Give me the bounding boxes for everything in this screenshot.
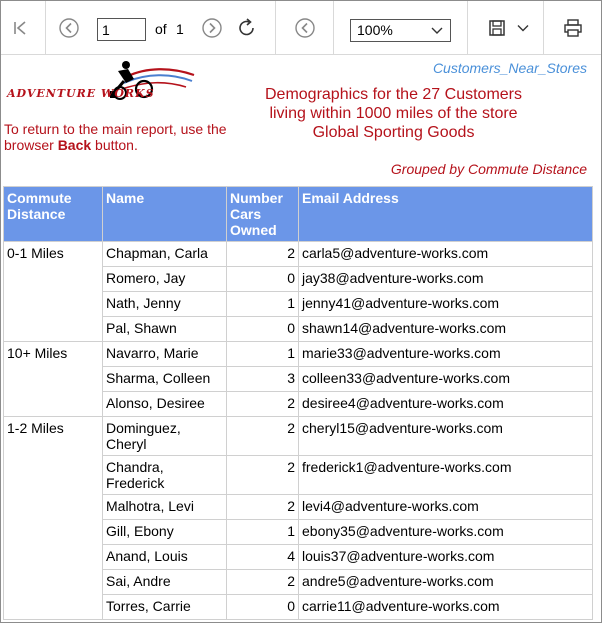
column-header-name[interactable]: Name	[103, 187, 227, 242]
name-cell: Dominguez, Cheryl	[103, 417, 227, 456]
return-text-before: To return to the main report, use the browser	[4, 121, 227, 153]
cars-owned-cell: 1	[227, 292, 299, 317]
group-label: 0-1 Miles	[4, 242, 103, 342]
cars-owned-cell: 2	[227, 570, 299, 595]
table-header-row	[4, 187, 593, 242]
next-page-icon	[201, 17, 223, 39]
chevron-down-icon	[516, 21, 530, 35]
email-cell: shawn14@adventure-works.com	[299, 317, 593, 342]
name-cell: Navarro, Marie	[103, 342, 227, 367]
logo-text: ADVENTURE WORKS	[7, 87, 155, 100]
first-page-button[interactable]	[9, 16, 33, 40]
group-label: 1-2 Miles	[4, 417, 103, 620]
cars-owned-cell: 2	[227, 392, 299, 417]
cars-owned-cell: 0	[227, 267, 299, 292]
zoom-select[interactable]	[350, 19, 451, 42]
toolbar-divider	[467, 1, 468, 55]
cars-owned-cell: 2	[227, 417, 299, 456]
previous-page-button[interactable]	[57, 16, 81, 40]
previous-page-icon	[58, 17, 80, 39]
back-to-parent-button[interactable]	[293, 16, 317, 40]
print-icon	[563, 18, 583, 38]
cars-owned-cell: 3	[227, 367, 299, 392]
name-cell: Anand, Louis	[103, 545, 227, 570]
return-text-after: button.	[91, 137, 138, 153]
group-label: 10+ Miles	[4, 342, 103, 417]
name-cell: Alonso, Desiree	[103, 392, 227, 417]
toolbar-divider	[333, 1, 334, 55]
toolbar-divider	[543, 1, 544, 55]
cars-owned-cell: 1	[227, 520, 299, 545]
email-cell: louis37@adventure-works.com	[299, 545, 593, 570]
report-title	[241, 85, 546, 142]
name-cell: Chandra, Frederick	[103, 456, 227, 495]
customers-table	[3, 186, 593, 620]
name-cell: Sai, Andre	[103, 570, 227, 595]
refresh-icon	[236, 17, 258, 39]
save-options-dropdown[interactable]	[511, 16, 535, 40]
email-cell: desiree4@adventure-works.com	[299, 392, 593, 417]
table-body	[4, 242, 593, 620]
email-cell: carla5@adventure-works.com	[299, 242, 593, 267]
email-cell: cheryl15@adventure-works.com	[299, 417, 593, 456]
cars-owned-cell: 2	[227, 456, 299, 495]
page-number-input[interactable]	[97, 18, 146, 41]
report-toolbar	[1, 1, 601, 55]
cyclist-logo-icon	[6, 59, 196, 109]
email-cell: marie33@adventure-works.com	[299, 342, 593, 367]
cars-owned-cell: 0	[227, 317, 299, 342]
back-keyword: Back	[57, 137, 92, 153]
email-cell: levi4@adventure-works.com	[299, 495, 593, 520]
email-cell: ebony35@adventure-works.com	[299, 520, 593, 545]
email-cell: colleen33@adventure-works.com	[299, 367, 593, 392]
name-cell: Sharma, Colleen	[103, 367, 227, 392]
return-instructions	[4, 121, 244, 153]
table-row	[4, 417, 593, 456]
title-line: living within 1000 miles of the store	[269, 105, 518, 122]
next-page-button[interactable]	[200, 16, 224, 40]
name-cell: Torres, Carrie	[103, 595, 227, 620]
chevron-down-icon	[429, 23, 445, 39]
title-line: Global Sporting Goods	[312, 124, 475, 141]
name-cell: Nath, Jenny	[103, 292, 227, 317]
email-cell: jenny41@adventure-works.com	[299, 292, 593, 317]
adventure-works-logo	[6, 59, 196, 109]
email-cell: frederick1@adventure-works.com	[299, 456, 593, 495]
name-cell: Chapman, Carla	[103, 242, 227, 267]
column-header-cars-owned[interactable]: Number Cars Owned	[227, 187, 299, 242]
print-button[interactable]	[561, 16, 585, 40]
of-label: of	[155, 21, 167, 37]
save-button[interactable]	[485, 16, 509, 40]
grouped-by-label: Grouped by Commute Distance	[390, 161, 587, 177]
cars-owned-cell: 1	[227, 342, 299, 367]
save-icon	[488, 19, 506, 37]
cars-owned-cell: 4	[227, 545, 299, 570]
cars-owned-cell: 2	[227, 242, 299, 267]
name-cell: Pal, Shawn	[103, 317, 227, 342]
refresh-button[interactable]	[235, 16, 259, 40]
table-row	[4, 342, 593, 367]
column-header-email[interactable]: Email Address	[299, 187, 593, 242]
email-cell: andre5@adventure-works.com	[299, 570, 593, 595]
column-header-commute-distance[interactable]: Commute Distance	[4, 187, 103, 242]
email-cell: carrie11@adventure-works.com	[299, 595, 593, 620]
toolbar-divider	[275, 1, 276, 55]
page-total: 1	[176, 21, 184, 37]
name-cell: Romero, Jay	[103, 267, 227, 292]
name-cell: Gill, Ebony	[103, 520, 227, 545]
title-line: Demographics for the 27 Customers	[265, 86, 522, 103]
cars-owned-cell: 2	[227, 495, 299, 520]
back-icon	[294, 17, 316, 39]
zoom-value: 100%	[357, 22, 393, 38]
name-cell: Malhotra, Levi	[103, 495, 227, 520]
toolbar-divider	[45, 1, 46, 55]
email-cell: jay38@adventure-works.com	[299, 267, 593, 292]
cars-owned-cell: 0	[227, 595, 299, 620]
first-page-icon	[11, 18, 31, 38]
report-name-link[interactable]: Customers_Near_Stores	[432, 60, 587, 76]
table-row	[4, 242, 593, 267]
